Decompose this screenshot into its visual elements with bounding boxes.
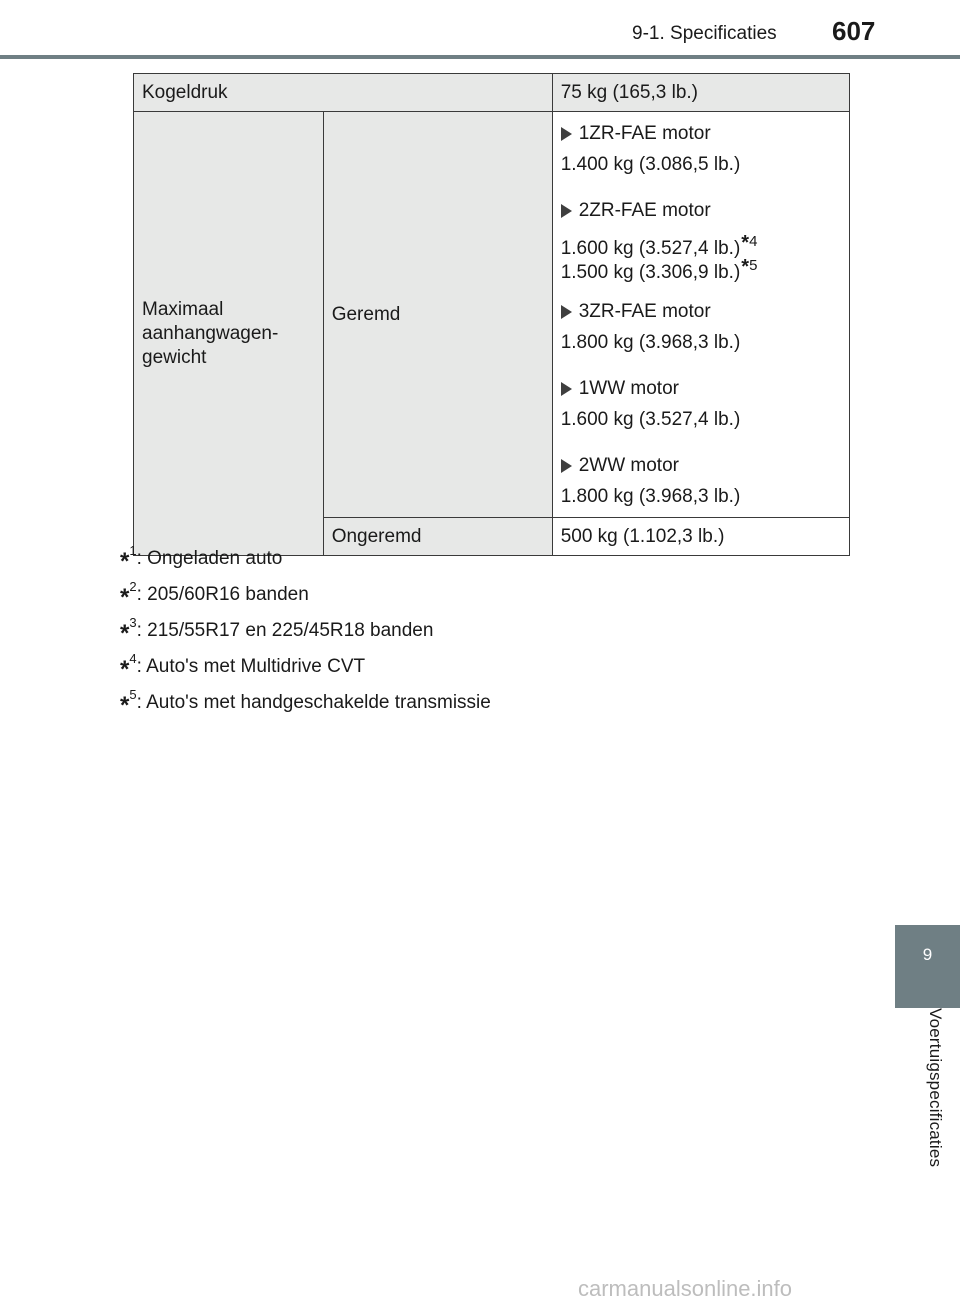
weight-text: 1.800 kg (3.968,3 lb.) [560, 332, 741, 353]
section-title: 9-1. Specificaties [632, 23, 777, 44]
footnote-ref [741, 256, 758, 278]
asterisk-icon: * [741, 256, 750, 278]
asterisk-icon: * [120, 692, 130, 719]
footnote [120, 641, 491, 683]
asterisk-icon: * [120, 548, 130, 575]
engine-entry [561, 300, 841, 355]
engine-label: 2ZR-FAE motor [578, 200, 711, 221]
max-trailer-weight-label [134, 112, 324, 556]
engine-entries [561, 122, 841, 509]
footnote-number: 2 [129, 579, 137, 594]
label-line: gewicht [142, 346, 207, 368]
weight-text: 1.400 kg (3.086,5 lb.) [560, 154, 741, 175]
footnote-text: : 205/60R16 banden [136, 584, 309, 605]
weight-value [560, 254, 841, 283]
engine-name [561, 300, 841, 324]
arrow-right-icon [561, 459, 572, 473]
engine-entry [561, 454, 841, 509]
page-number: 607 [832, 16, 876, 46]
unbraked-label: Ongeremd [323, 518, 552, 556]
weight-text: 1.500 kg (3.306,9 lb.) [560, 262, 741, 283]
footnote-text: : Auto's met Multidrive CVT [136, 656, 366, 677]
footnote [120, 569, 491, 611]
engine-name [561, 199, 841, 223]
arrow-right-icon [561, 305, 572, 319]
page-header [0, 0, 960, 60]
engine-name [561, 122, 841, 146]
table-row [134, 112, 850, 518]
max-trailer-weight-text [142, 298, 315, 370]
footnote-ref [741, 232, 758, 254]
footnote-number: 3 [129, 615, 137, 630]
weight-text: 1.600 kg (3.527,4 lb.) [560, 238, 741, 259]
footnotes [120, 533, 491, 719]
asterisk-icon: * [120, 584, 130, 611]
engine-entry [560, 199, 841, 283]
watermark: carmanualsonline.info [578, 1276, 793, 1301]
asterisk-icon: * [120, 620, 130, 647]
engine-name [561, 377, 841, 401]
weight-value [561, 153, 841, 177]
arrow-right-icon [561, 127, 572, 141]
weight-value [561, 485, 841, 509]
header-rule [0, 55, 960, 59]
footnote [120, 605, 491, 647]
weight-value [561, 408, 841, 432]
tongue-load-value: 75 kg (165,3 lb.) [552, 74, 849, 112]
specification-table [133, 73, 850, 556]
engine-name [561, 454, 841, 478]
braked-label: Geremd [323, 112, 552, 518]
arrow-right-icon [561, 382, 572, 396]
asterisk-icon: * [741, 232, 750, 254]
engine-label: 1WW motor [578, 378, 679, 399]
table-row [134, 74, 850, 112]
chapter-label: Voertuigspecificaties [926, 1008, 945, 1168]
engine-entry [561, 122, 841, 177]
footnote-text: : Auto's met handgeschakelde transmissie [136, 692, 491, 713]
engine-label: 3ZR-FAE motor [578, 301, 711, 322]
footnote-ref-number: 5 [749, 257, 758, 274]
weight-value [561, 331, 841, 355]
unbraked-value: 500 kg (1.102,3 lb.) [552, 518, 849, 556]
footnote [120, 533, 491, 575]
label-line: aanhangwagen- [142, 322, 279, 344]
engine-label: 2WW motor [578, 455, 679, 476]
footnote-text: : 215/55R17 en 225/45R18 banden [136, 620, 434, 641]
footnote-number: 4 [129, 651, 137, 666]
footnote-number: 5 [129, 687, 137, 702]
footnote-ref-number: 4 [749, 233, 758, 250]
footnote [120, 677, 491, 719]
arrow-right-icon [561, 204, 572, 218]
footnote-number: 1 [129, 543, 137, 558]
engine-label: 1ZR-FAE motor [578, 123, 711, 144]
engine-entry [561, 377, 841, 432]
weight-text: 1.600 kg (3.527,4 lb.) [560, 409, 741, 430]
tongue-load-label: Kogeldruk [134, 74, 553, 112]
label-line: Maximaal [142, 298, 224, 320]
weight-value [560, 230, 841, 259]
braked-values [552, 112, 849, 518]
chapter-tab [895, 925, 960, 1008]
chapter-number: 9 [922, 945, 933, 964]
asterisk-icon: * [120, 656, 130, 683]
weight-text: 1.800 kg (3.968,3 lb.) [560, 486, 741, 507]
footnote-text: : Ongeladen auto [136, 548, 283, 569]
